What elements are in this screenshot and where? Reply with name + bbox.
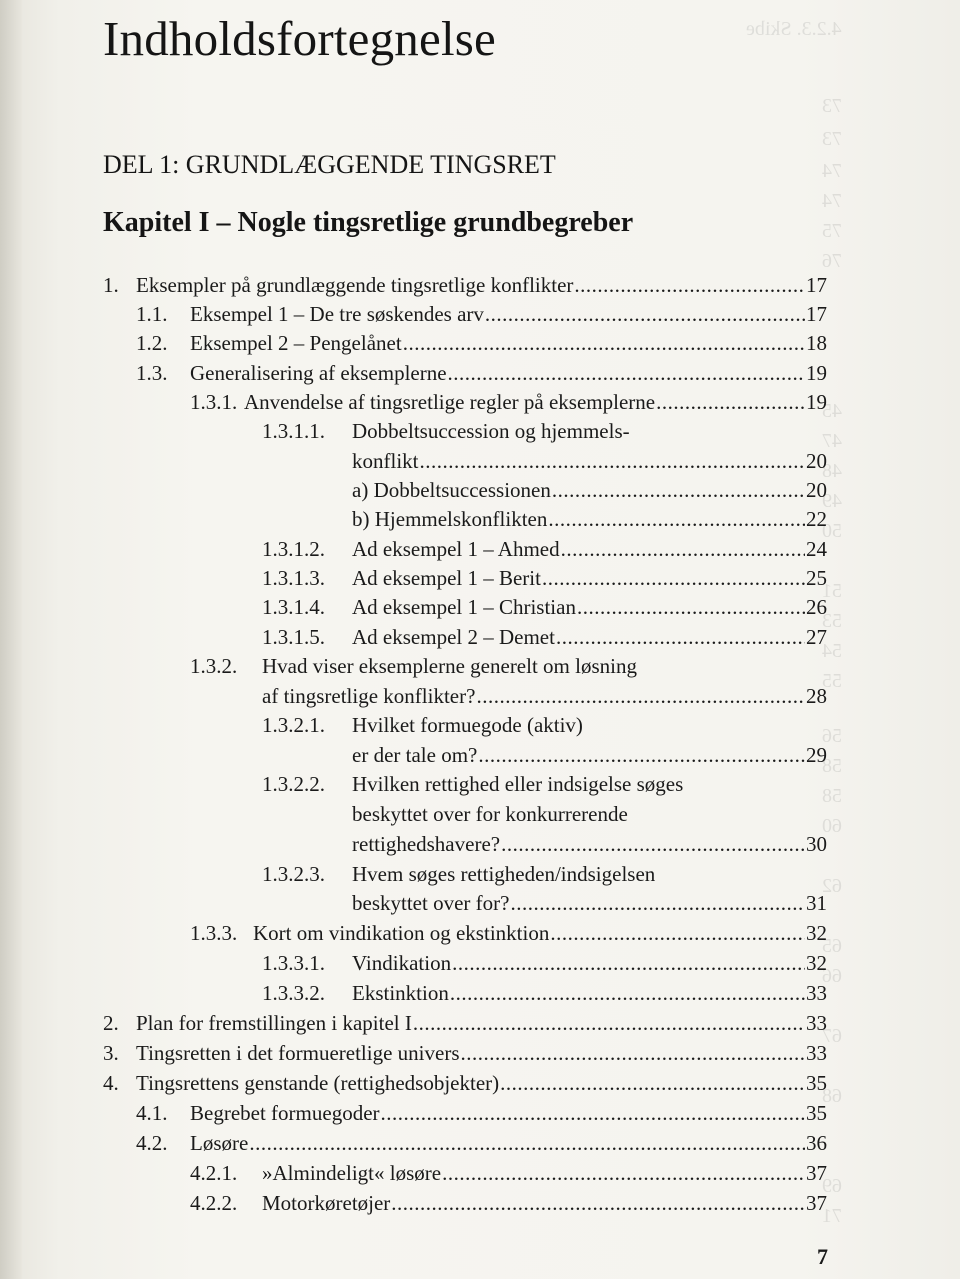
- toc-entry-number: 1.1.: [136, 302, 168, 326]
- toc-entry-page: 28: [806, 684, 827, 708]
- toc-entry-number: 1.3.1.: [190, 390, 238, 414]
- toc-entry-title: konflikt: [352, 449, 419, 473]
- dot-leader: [574, 270, 805, 300]
- book-spine-shadow: [0, 0, 22, 1279]
- toc-entry-number: 1.3.1.5.: [262, 625, 325, 649]
- toc-entry: [262, 1188, 827, 1218]
- toc-entry-title: Generalisering af eksemplerne: [190, 361, 447, 385]
- toc-entry-page: 36: [806, 1131, 827, 1155]
- toc-entry-title: Eksempler på grundlæggende tingsretlige konflikter: [136, 273, 574, 297]
- toc-entry-number: 4.2.1.: [190, 1161, 238, 1185]
- toc-entry: [352, 416, 630, 446]
- toc-entry: [190, 1098, 827, 1128]
- toc-entry: [352, 888, 827, 918]
- toc-entry-number: 4.2.2.: [190, 1191, 238, 1215]
- toc-entry-title: Plan for fremstillingen i kapitel I: [136, 1011, 412, 1035]
- toc-entry: [262, 1158, 827, 1188]
- dot-leader: [413, 1008, 805, 1038]
- dot-leader: [656, 387, 805, 417]
- toc-entry: [352, 563, 827, 593]
- dot-leader: [476, 681, 805, 711]
- dot-leader: [442, 1158, 805, 1188]
- toc-entry-page: 19: [806, 361, 827, 385]
- dot-leader: [420, 446, 806, 476]
- toc-entry-number: 4.2.: [136, 1131, 168, 1155]
- toc-entry-page: 32: [806, 951, 827, 975]
- toc-entry-title: Ad eksempel 1 – Berit: [352, 566, 541, 590]
- toc-entry-number: 1.3.1.4.: [262, 595, 325, 619]
- toc-entry: [352, 829, 827, 859]
- toc-entry-number: 3.: [103, 1041, 119, 1065]
- toc-entry-title: Hvilket formuegode (aktiv): [352, 713, 583, 737]
- toc-entry-number: 2.: [103, 1011, 119, 1035]
- toc-entry-page: 27: [806, 625, 827, 649]
- toc-entry: [244, 387, 827, 417]
- toc-entry-page: 33: [806, 1011, 827, 1035]
- toc-entry-title: Hvem søges rettigheden/indsigelsen: [352, 862, 656, 886]
- dot-leader: [577, 592, 805, 622]
- toc-entry-page: 26: [806, 595, 827, 619]
- toc-entry-page: 18: [806, 331, 827, 355]
- toc-entry-number: 1.3.3.2.: [262, 981, 325, 1005]
- dot-leader: [548, 504, 805, 534]
- toc-entry-page: 29: [806, 743, 827, 767]
- toc-entry-title: Hvad viser eksemplerne generelt om løsning: [262, 654, 637, 678]
- dot-leader: [403, 328, 805, 358]
- toc-entry: [136, 1038, 827, 1068]
- dot-leader: [552, 475, 805, 505]
- toc-entry-page: 32: [806, 921, 827, 945]
- dot-leader: [550, 918, 805, 948]
- toc-entry: [352, 504, 827, 534]
- toc-entry: [136, 1008, 827, 1038]
- toc-entry-number: 1.3.: [136, 361, 168, 385]
- dot-leader: [510, 888, 805, 918]
- toc-entry-number: 4.1.: [136, 1101, 168, 1125]
- toc-entry: [352, 622, 827, 652]
- toc-entry-page: 31: [806, 891, 827, 915]
- toc-entry-page: 20: [806, 478, 827, 502]
- dot-leader: [501, 829, 805, 859]
- toc-entry-page: 17: [806, 273, 827, 297]
- dot-leader: [381, 1098, 805, 1128]
- toc-entry: [190, 1128, 827, 1158]
- toc-entry-number: 1.2.: [136, 331, 168, 355]
- toc-entry: [136, 270, 827, 300]
- toc-entry-page: 17: [806, 302, 827, 326]
- toc-entry-title: Ad eksempel 1 – Ahmed: [352, 537, 560, 561]
- toc-entry-number: 1.3.2.1.: [262, 713, 325, 737]
- toc-entry: [136, 1068, 827, 1098]
- toc-entry-title: Ad eksempel 2 – Demet: [352, 625, 555, 649]
- dot-leader: [556, 622, 805, 652]
- dot-leader: [500, 1068, 805, 1098]
- toc-entry-title: beskyttet over for konkurrerende: [352, 802, 628, 826]
- toc-entry-title: Hvilken rettighed eller indsigelse søges: [352, 772, 684, 796]
- toc-entry-number: 4.: [103, 1071, 119, 1095]
- toc-entry-page: 19: [806, 390, 827, 414]
- toc-entry-title: Ad eksempel 1 – Christian: [352, 595, 576, 619]
- toc-entry-title: Ekstinktion: [352, 981, 449, 1005]
- toc-entry-page: 22: [806, 507, 827, 531]
- toc-entry-number: 1.3.3.: [190, 921, 238, 945]
- toc-entry-title: Løsøre: [190, 1131, 249, 1155]
- toc-entry-page: 35: [806, 1101, 827, 1125]
- toc-entry-page: 33: [806, 981, 827, 1005]
- toc-entry-title: Vindikation: [352, 951, 452, 975]
- dot-leader: [461, 1038, 806, 1068]
- toc-entry: [253, 918, 827, 948]
- dot-leader: [391, 1188, 805, 1218]
- dot-leader: [249, 1128, 805, 1158]
- toc-entry-title: rettighedshavere?: [352, 832, 501, 856]
- toc-entry: [262, 681, 827, 711]
- toc-entry: [352, 948, 827, 978]
- toc-entry-number: 1.3.1.1.: [262, 419, 325, 443]
- page-title: Indholdsfortegnelse: [103, 11, 496, 66]
- toc-entry-number: 1.3.2.: [190, 654, 238, 678]
- toc-entry-page: 37: [806, 1191, 827, 1215]
- toc-entry-title: Eksempel 1 – De tre søskendes arv: [190, 302, 484, 326]
- dot-leader: [485, 299, 805, 329]
- dot-leader: [561, 534, 805, 564]
- toc-entry-title: b) Hjemmelskonflikten: [352, 507, 548, 531]
- toc-entry-title: Begrebet formuegoder: [190, 1101, 380, 1125]
- toc-entry: [352, 592, 827, 622]
- toc-entry-title: Motorkøretøjer: [262, 1191, 391, 1215]
- toc-entry-number: 1.3.2.2.: [262, 772, 325, 796]
- chapter-heading: Kapitel I – Nogle tingsretlige grundbegreber: [103, 207, 634, 238]
- dot-leader: [478, 740, 805, 770]
- toc-entry-page: 25: [806, 566, 827, 590]
- toc-entry: [352, 859, 655, 889]
- toc-entry-number: 1.3.2.3.: [262, 862, 325, 886]
- toc-entry-title: a) Dobbeltsuccessionen: [352, 478, 551, 502]
- toc-entry-title: beskyttet over for?: [352, 891, 510, 915]
- toc-entry: [352, 534, 827, 564]
- toc-entry: [352, 710, 583, 740]
- toc-entry: [190, 358, 827, 388]
- toc-entry-number: 1.: [103, 273, 119, 297]
- toc-entry-title: er der tale om?: [352, 743, 478, 767]
- toc-entry-number: 1.3.1.3.: [262, 566, 325, 590]
- toc-entry: [352, 740, 827, 770]
- show-through-reverse-page: 4.2.3. Skibe 73 73 74 74 75 76 45 47 48 49 50 51 53 54 55 56 58 58 60 62 65 66 67 68 69 71: [746, 18, 842, 1227]
- toc-entry-page: 35: [806, 1071, 827, 1095]
- toc-entry-number: 1.3.3.1.: [262, 951, 325, 975]
- dot-leader: [448, 358, 805, 388]
- toc-entry-title: Dobbeltsuccession og hjemmels-: [352, 419, 630, 443]
- toc-entry-title: af tingsretlige konflikter?: [262, 684, 476, 708]
- toc-entry: [190, 299, 827, 329]
- dot-leader: [452, 948, 805, 978]
- toc-entry-page: 20: [806, 449, 827, 473]
- toc-entry: [352, 799, 628, 829]
- toc-entry: [352, 769, 683, 799]
- toc-entry: [262, 651, 637, 681]
- toc-entry-title: Eksempel 2 – Pengelånet: [190, 331, 402, 355]
- toc-entry-title: Tingsrettens genstande (rettighedsobjekter): [136, 1071, 500, 1095]
- part-heading: DEL 1: GRUNDLÆGGENDE TINGSRET: [103, 150, 556, 179]
- toc-entry: [352, 978, 827, 1008]
- toc-entry-number: 1.3.1.2.: [262, 537, 325, 561]
- page-number: 7: [817, 1244, 828, 1269]
- toc-entry: [352, 475, 827, 505]
- toc-entry-title: Anvendelse af tingsretlige regler på eksemplerne: [244, 390, 656, 414]
- toc-entry-page: 37: [806, 1161, 827, 1185]
- toc-entry-page: 30: [806, 832, 827, 856]
- toc-entry-title: Kort om vindikation og ekstinktion: [253, 921, 550, 945]
- toc-entry: [190, 328, 827, 358]
- toc-entry: [352, 446, 827, 476]
- dot-leader: [450, 978, 805, 1008]
- toc-entry-title: Tingsretten i det formueretlige univers: [136, 1041, 460, 1065]
- toc-entry-page: 24: [806, 537, 827, 561]
- dot-leader: [542, 563, 805, 593]
- toc-entry-title: »Almindeligt« løsøre: [262, 1161, 442, 1185]
- toc-entry-page: 33: [806, 1041, 827, 1065]
